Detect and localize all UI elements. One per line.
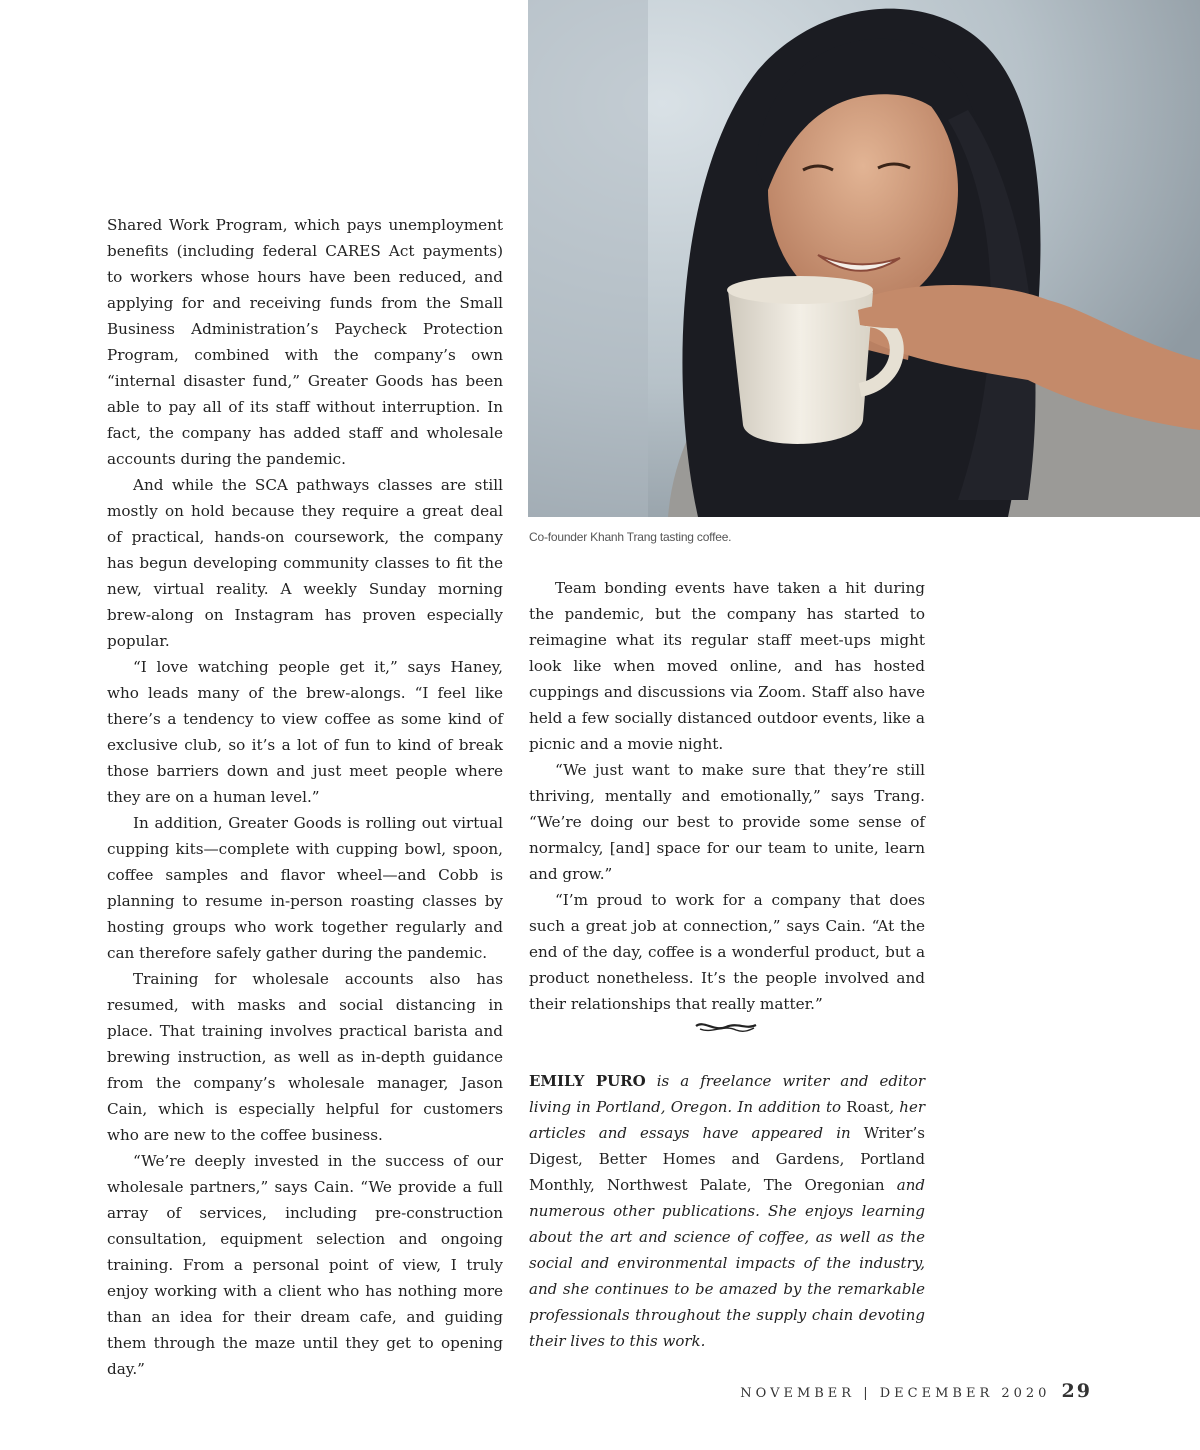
bio-text: is a freelance writer and editor living in Portland, Oregon. In addition to (529, 1072, 925, 1116)
paragraph: In addition, Greater Goods is rolling out virtual cupping kits—complete with cupping bowl, spoon, coffee samples and flavor wheel—and Cobb is planning to resume in-person roasting classes by hosting groups who work together regularly and can therefore safely gather during the pandemic. (107, 814, 503, 962)
page-number: 29 (1061, 1380, 1092, 1402)
publication-name: Roast (846, 1098, 890, 1116)
paragraph: Shared Work Program, which pays unemployment benefits (including federal CARES Act payments) to workers whose hours have been reduced, and applying for and receiving funds from the Small Business Administration’s Paycheck Protection Program, combined with the company’s own “internal disaster fund,” Greater Goods has been able to pay all of its staff without interruption. In fact, the company has added staff and wholesale accounts during the pandemic. (107, 216, 503, 468)
author-name: EMILY PURO (529, 1072, 646, 1090)
author-bio (529, 1068, 925, 1354)
paragraph: And while the SCA pathways classes are still mostly on hold because they require a great deal of practical, hands-on coursework, the company has begun developing community classes to fit the new, virtual reality. A weekly Sunday morning brew-along on Instagram has proven especially popular. (107, 476, 503, 650)
woman-drinking-coffee-photo (528, 0, 1200, 517)
bio-text: and numerous other publications. She enjoys learning about the art and science of coffee, as well as the social and environmental impacts of the industry, and she continues to be amazed by the remarkable professionals throughout the supply chain devoting their lives to this work. (529, 1176, 925, 1350)
right-column (529, 575, 925, 1017)
paragraph: “We’re deeply invested in the success of our wholesale partners,” says Cain. “We provide a full array of services, including pre-construction consultation, equipment selection and ongoing training. From a personal point of view, I truly enjoy working with a client who has nothing more than an idea for their dream cafe, and guiding them through the maze until they get to opening day.” (107, 1152, 503, 1378)
flourish-divider-icon (694, 1018, 758, 1042)
paragraph: “I love watching people get it,” says Haney, who leads many of the brew-alongs. “I feel like there’s a tendency to view coffee as some kind of exclusive club, so it’s a lot of fun to kind of break those barriers down and just meet people where they are on a human level.” (107, 658, 503, 806)
photo-caption: Co-founder Khanh Trang tasting coffee. (529, 530, 732, 544)
paragraph: Training for wholesale accounts also has resumed, with masks and social distancing in place. That training involves practical barista and brewing instruction, as well as in-depth guidance from the company’s wholesale manager, Jason Cain, which is especially helpful for customers who are new to the coffee business. (107, 970, 503, 1144)
issue-date: NOVEMBER | DECEMBER 2020 (740, 1386, 1051, 1401)
publication-names: Writer’s Digest, Better Homes and Gardens, Portland Monthly, Northwest Palate, The Oregonian (529, 1124, 925, 1194)
paragraph: “We just want to make sure that they’re still thriving, mentally and emotionally,” says Trang. “We’re doing our best to provide some sense of normalcy, [and] space for our team to unite, learn and grow.” (529, 761, 925, 883)
left-column (107, 212, 503, 1382)
page-footer (740, 1380, 1092, 1402)
bio-text: , her articles and essays have appeared in (529, 1098, 925, 1142)
paragraph: “I’m proud to work for a company that does such a great job at connection,” says Cain. “At the end of the day, coffee is a wonderful product, but a product nonetheless. It’s the people involved and their relationships that really matter.” (529, 891, 925, 1013)
article-photo (528, 0, 1200, 517)
paragraph: Team bonding events have taken a hit during the pandemic, but the company has started to reimagine what its regular staff meet-ups might look like when moved online, and has hosted cuppings and discussions via Zoom. Staff also have held a few socially distanced outdoor events, like a picnic and a movie night. (529, 579, 925, 753)
